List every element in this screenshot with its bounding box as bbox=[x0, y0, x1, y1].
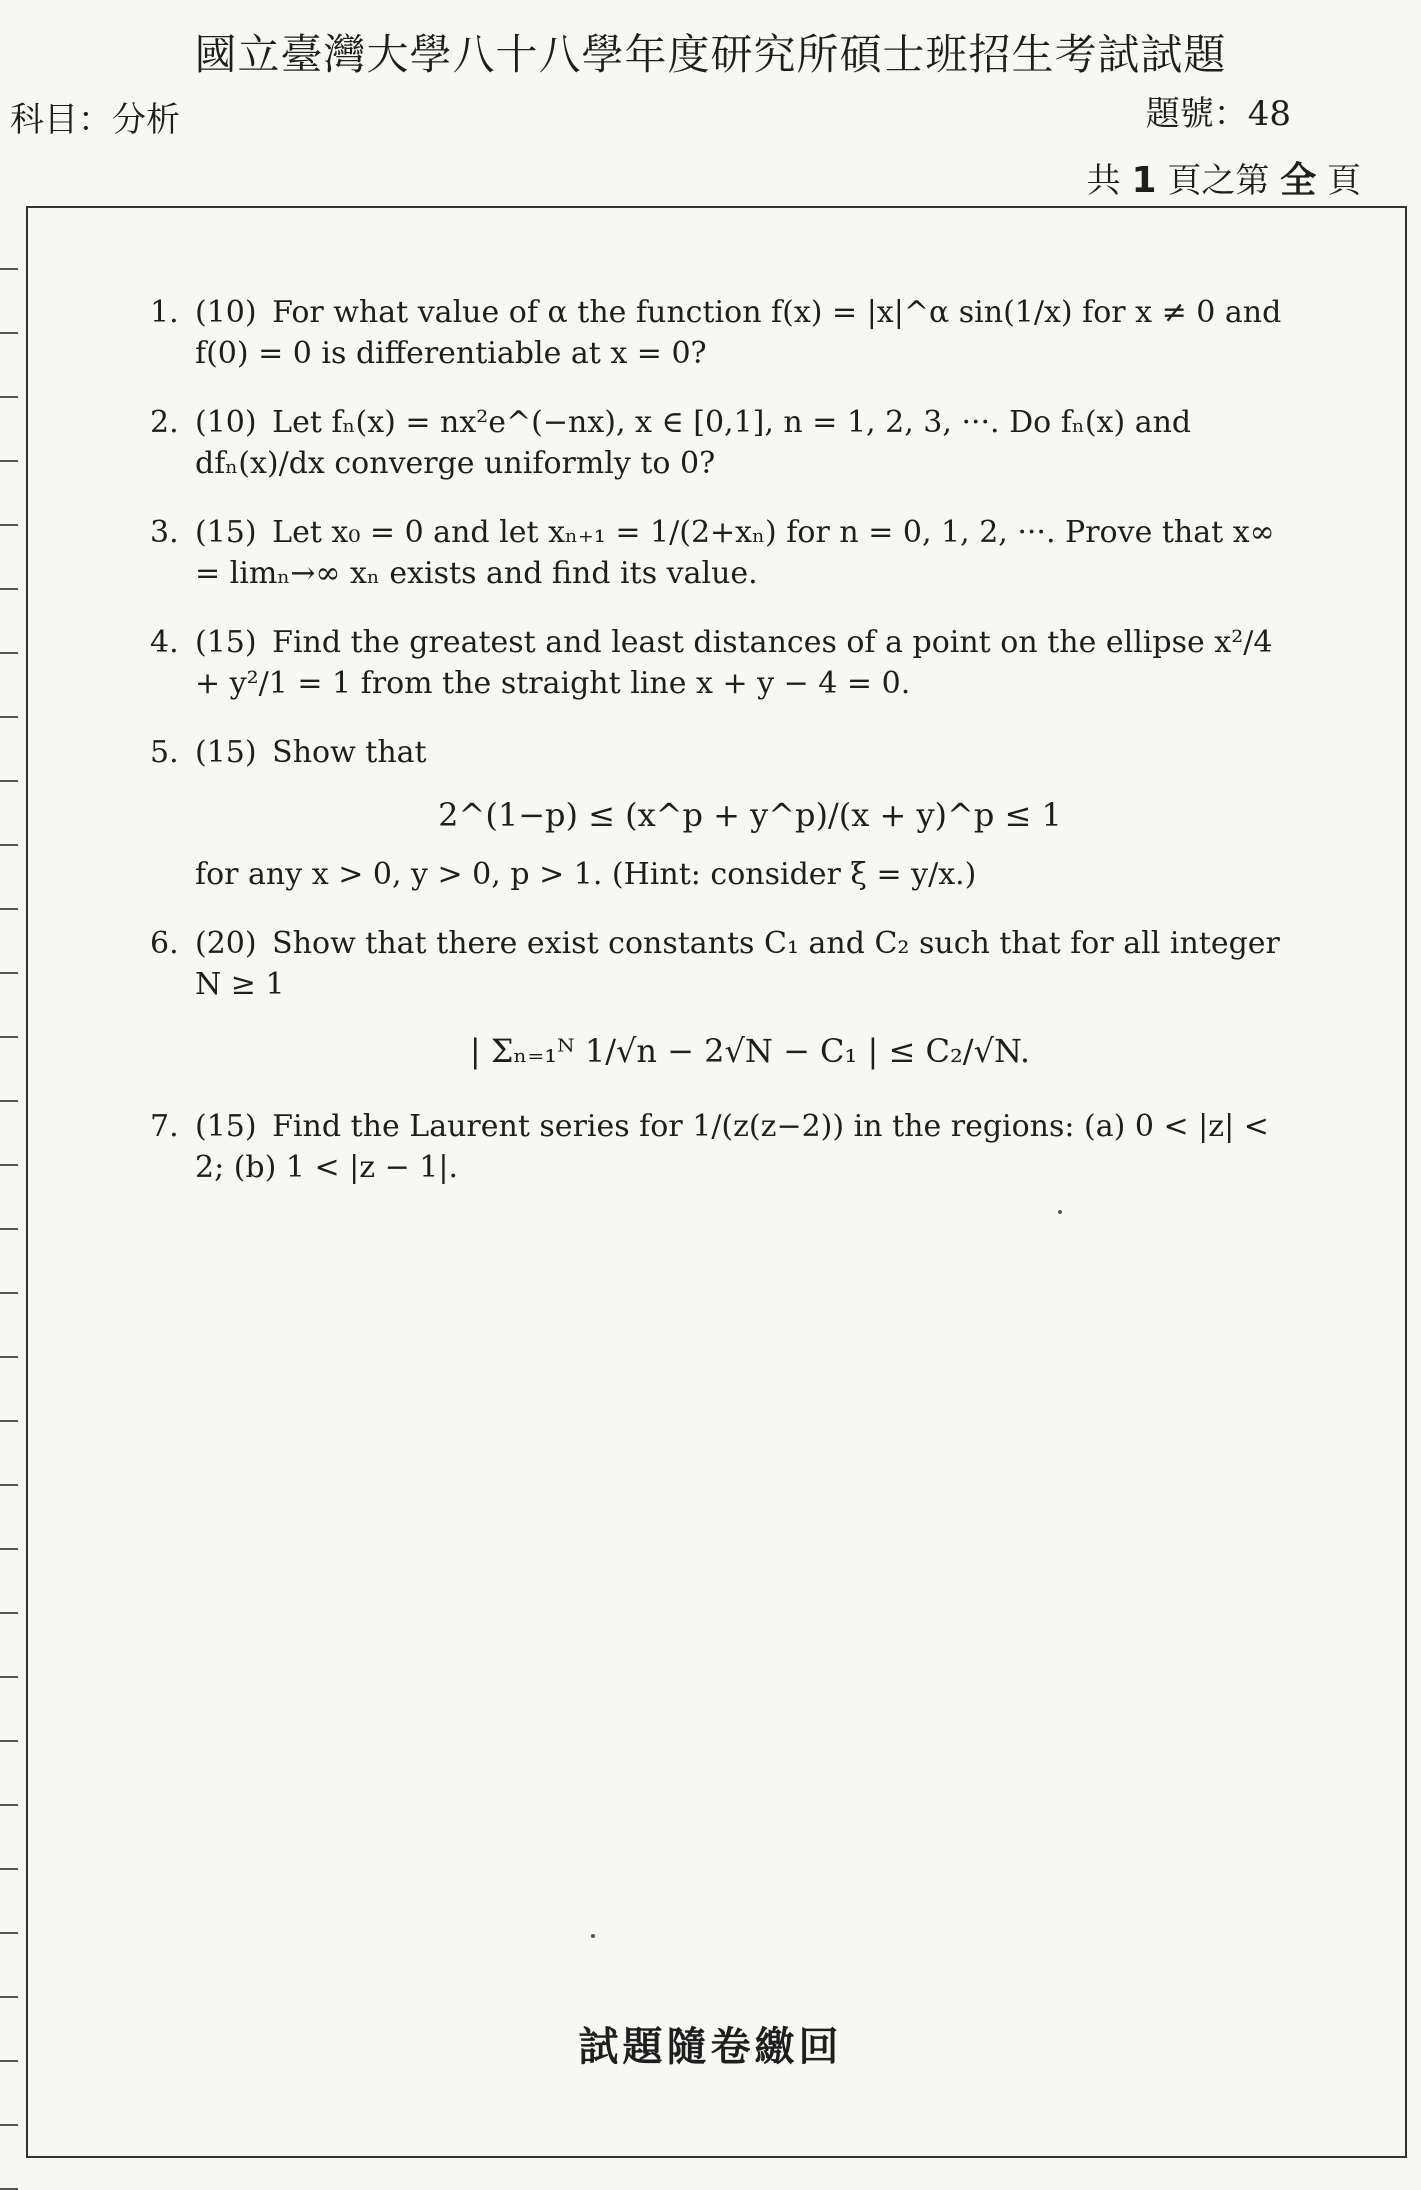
problem-text: For what value of α the function f(x) = |x|^α sin(1/x) for x ≠ 0 and f(0) = 0 is differentiable at x = 0? bbox=[195, 295, 1282, 371]
problem-number: 1. bbox=[150, 295, 179, 330]
margin-tick bbox=[0, 1100, 18, 1102]
subject-label: 科目：分析 bbox=[10, 100, 180, 140]
stray-dot bbox=[591, 1934, 595, 1938]
problem-text: Show that there exist constants C₁ and C₂ such that for all integer N ≥ 1 bbox=[195, 926, 1280, 1002]
margin-tick bbox=[0, 2124, 18, 2126]
display-inequality: 2^(1−p) ≤ (x^p + y^p)/(x + y)^p ≤ 1 bbox=[438, 796, 1062, 834]
margin-tick bbox=[0, 396, 18, 398]
problem-tail: for any x > 0, y > 0, p > 1. (Hint: consider ξ = y/x.) bbox=[195, 857, 977, 892]
margin-tick bbox=[0, 1356, 18, 1358]
margin-tick bbox=[0, 1612, 18, 1614]
problem-points: (10) bbox=[195, 405, 257, 440]
problem-text: Let fₙ(x) = nx²e^(−nx), x ∈ [0,1], n = 1, 2, 3, ···. Do fₙ(x) and dfₙ(x)/dx converge uniformly to 0? bbox=[195, 405, 1192, 481]
problem-number: 2. bbox=[150, 405, 179, 440]
problem-number: 3. bbox=[150, 515, 179, 550]
margin-tick bbox=[0, 588, 18, 590]
problem-number: 5. bbox=[150, 735, 179, 770]
pages-current: 全 bbox=[1280, 160, 1317, 201]
question-number: 題號：48 bbox=[1145, 94, 1291, 134]
problem-text: Find the greatest and least distances of a point on the ellipse x²/4 + y²/1 = 1 from the straight line x + y − 4 = 0. bbox=[195, 625, 1273, 701]
problem-points: (10) bbox=[195, 295, 257, 330]
problem-6 bbox=[150, 923, 1305, 1072]
problem-points: (15) bbox=[195, 735, 257, 770]
margin-tick bbox=[0, 1420, 18, 1422]
stray-dot bbox=[1058, 1210, 1062, 1214]
margin-tick bbox=[0, 332, 18, 334]
margin-tick bbox=[0, 1548, 18, 1550]
margin-tick bbox=[0, 268, 18, 270]
margin-tick bbox=[0, 1740, 18, 1742]
problem-7 bbox=[150, 1106, 1305, 1188]
margin-tick bbox=[0, 716, 18, 718]
margin-tick bbox=[0, 1932, 18, 1934]
problem-list bbox=[150, 292, 1305, 1216]
problem-3 bbox=[150, 512, 1305, 594]
margin-tick bbox=[0, 1996, 18, 1998]
margin-tick bbox=[0, 1484, 18, 1486]
margin-tick bbox=[0, 844, 18, 846]
problem-points: (15) bbox=[195, 625, 257, 660]
margin-tick bbox=[0, 1228, 18, 1230]
margin-tick bbox=[0, 1868, 18, 1870]
page-count bbox=[1087, 152, 1361, 203]
margin-tick bbox=[0, 652, 18, 654]
problem-points: (15) bbox=[195, 515, 257, 550]
pages-total: 1 bbox=[1131, 160, 1157, 201]
problem-number: 7. bbox=[150, 1109, 179, 1144]
margin-tick bbox=[0, 1164, 18, 1166]
margin-ticks bbox=[0, 206, 26, 2158]
problem-5 bbox=[150, 732, 1305, 895]
problem-2 bbox=[150, 402, 1305, 484]
problem-text: Find the Laurent series for 1/(z(z−2)) in the regions: (a) 0 < |z| < 2; (b) 1 < |z − 1|. bbox=[195, 1109, 1269, 1185]
return-notice: 試題隨卷繳回 bbox=[578, 2023, 843, 2070]
margin-tick bbox=[0, 1036, 18, 1038]
pages-suffix: 頁 bbox=[1327, 161, 1361, 201]
problem-1 bbox=[150, 292, 1305, 374]
pages-prefix: 共 bbox=[1086, 161, 1121, 201]
problem-number: 4. bbox=[150, 625, 179, 660]
problem-4 bbox=[150, 622, 1305, 704]
problem-number: 6. bbox=[150, 926, 179, 961]
margin-tick bbox=[0, 780, 18, 782]
margin-tick bbox=[0, 908, 18, 910]
display-sum-inequality: | Σₙ₌₁ᴺ 1/√n − 2√N − C₁ | ≤ C₂/√N. bbox=[469, 1032, 1031, 1070]
margin-tick bbox=[0, 1676, 18, 1678]
margin-tick bbox=[0, 1804, 18, 1806]
margin-tick bbox=[0, 1292, 18, 1294]
problem-text: Let x₀ = 0 and let xₙ₊₁ = 1/(2+xₙ) for n = 0, 1, 2, ···. Prove that x∞ = limₙ→∞ xₙ exists and find its value. bbox=[195, 515, 1275, 591]
margin-tick bbox=[0, 460, 18, 462]
problem-points: (15) bbox=[195, 1109, 257, 1144]
problem-points: (20) bbox=[195, 926, 257, 961]
margin-tick bbox=[0, 972, 18, 974]
problem-text: Show that bbox=[272, 735, 427, 770]
margin-tick bbox=[0, 524, 18, 526]
pages-middle: 頁之第 bbox=[1167, 161, 1270, 201]
exam-title: 國立臺灣大學八十八學年度研究所碩士班招生考試試題 bbox=[194, 30, 1227, 79]
